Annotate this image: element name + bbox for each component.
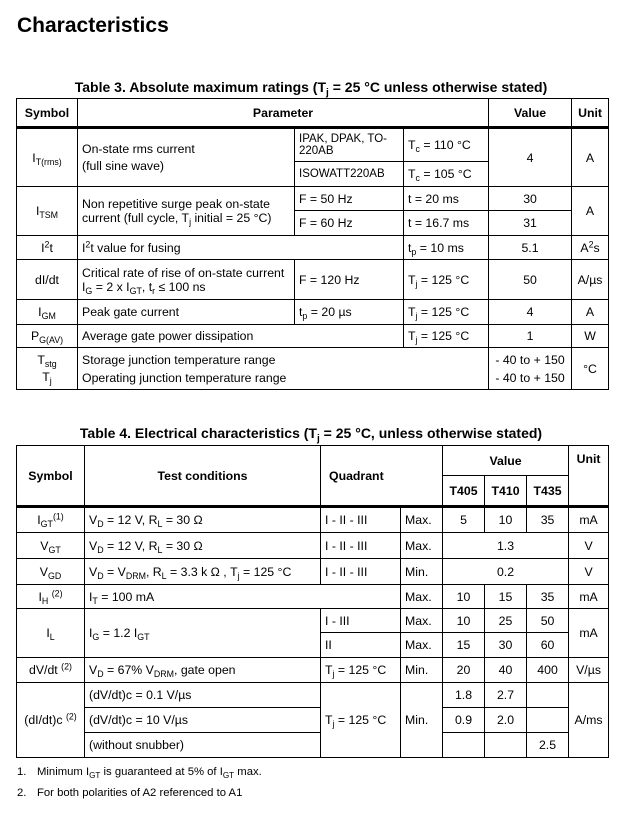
cond-didtc-2: (dV/dt)c = 10 V/µs bbox=[85, 708, 321, 733]
table-row bbox=[17, 187, 609, 211]
lim-vgt: Max. bbox=[401, 533, 443, 559]
col-value: Value bbox=[443, 446, 569, 476]
value-itsm-31: 31 bbox=[489, 211, 572, 236]
param-pgav: Average gate power dissipation bbox=[78, 325, 404, 348]
quad-igt: I - II - III bbox=[321, 507, 401, 533]
symbol-vgt: $V_{GT}$ bbox=[17, 533, 85, 559]
value-igt-t410: 10 bbox=[485, 507, 527, 533]
table-row bbox=[17, 683, 609, 708]
cond-didtc-3: (without snubber) bbox=[85, 733, 321, 758]
value-didtc-2-t405: 0.9 bbox=[443, 708, 485, 733]
param-it-rms: On-state rms current (full sine wave) bbox=[78, 128, 295, 187]
table-absolute-maximum-ratings bbox=[16, 98, 609, 390]
symbol-igt: $I_{GT}^{(1)}$ bbox=[17, 507, 85, 533]
cond-tc-105: $T_c = 105$ °C bbox=[404, 162, 489, 187]
symbol-didt: dI/dt bbox=[17, 260, 78, 300]
value-temp: - 40 to + 150 - 40 to + 150 bbox=[489, 348, 572, 390]
table-electrical-characteristics bbox=[16, 445, 609, 758]
value-didtc-1-t405: 1.8 bbox=[443, 683, 485, 708]
param-itsm: Non repetitive surge peak on-state current (full cycle, $T_j$ initial = 25 °C) bbox=[78, 187, 295, 236]
freq-120: F = 120 Hz bbox=[295, 260, 404, 300]
cond-tc-110: $T_c = 110$ °C bbox=[404, 128, 489, 162]
table-row bbox=[17, 585, 609, 609]
value-il-2-t435: 60 bbox=[527, 633, 569, 658]
value-dvdt-t410: 40 bbox=[485, 658, 527, 683]
cond-tp-10: $t_p = 10$ ms bbox=[404, 236, 489, 260]
table-row bbox=[17, 658, 609, 683]
value-pgav: 1 bbox=[489, 325, 572, 348]
footnote-2: 2. For both polarities of A2 referenced to A1 bbox=[17, 787, 243, 799]
unit-didtc: A/ms bbox=[569, 683, 609, 758]
col-quadrant: Quadrant bbox=[321, 446, 443, 507]
value-it-rms: 4 bbox=[489, 128, 572, 187]
col-unit: Unit bbox=[572, 99, 609, 128]
value-didtc-3-t435: 2.5 bbox=[527, 733, 569, 758]
col-t405: T405 bbox=[443, 476, 485, 507]
unit-temp: °C bbox=[572, 348, 609, 390]
cond-il: $I_G = 1.2$ $I_{GT}$ bbox=[85, 609, 321, 658]
unit-i2t: $A^2s$ bbox=[572, 236, 609, 260]
t-16-7ms: t = 16.7 ms bbox=[404, 211, 489, 236]
value-vgd: 0.2 bbox=[443, 559, 569, 585]
col-parameter: Parameter bbox=[78, 99, 489, 128]
freq-60: F = 60 Hz bbox=[295, 211, 404, 236]
table-row bbox=[17, 348, 609, 390]
unit-igm: A bbox=[572, 300, 609, 325]
value-igt-t435: 35 bbox=[527, 507, 569, 533]
quad-vgt: I - II - III bbox=[321, 533, 401, 559]
cond-didt-tj: $T_j = 125$ °C bbox=[404, 260, 489, 300]
cond-pgav-tj: $T_j = 125$ °C bbox=[404, 325, 489, 348]
lim-il-1: Max. bbox=[401, 609, 443, 633]
cond-ih: $I_T = 100$ mA bbox=[85, 585, 401, 609]
symbol-ih: $I_H$ $^{(2)}$ bbox=[17, 585, 85, 609]
symbol-didtc: (dI/dt)c $^{(2)}$ bbox=[17, 683, 85, 758]
lim-igt: Max. bbox=[401, 507, 443, 533]
quad-il-2: II bbox=[321, 633, 401, 658]
symbol-itsm: $I_{TSM}$ bbox=[17, 187, 78, 236]
unit-vgd: V bbox=[569, 559, 609, 585]
page-title: Characteristics bbox=[17, 14, 169, 37]
footnote-1: 1. Minimum $I_{GT}$ is guaranteed at 5% of $I_{GT}$ max. bbox=[17, 766, 262, 780]
value-il-1-t410: 25 bbox=[485, 609, 527, 633]
param-didt: Critical rate of rise of on-state current $I_G = 2$ x $I_{GT}$, $t_r \le 100$ ns bbox=[78, 260, 295, 300]
unit-it-rms: A bbox=[572, 128, 609, 187]
cond-dvdt: $V_D = 67\%$ $V_{DRM}$, gate open bbox=[85, 658, 321, 683]
unit-il: mA bbox=[569, 609, 609, 658]
value-dvdt-t405: 20 bbox=[443, 658, 485, 683]
value-igt-t405: 5 bbox=[443, 507, 485, 533]
value-igm: 4 bbox=[489, 300, 572, 325]
table-row bbox=[17, 128, 609, 162]
symbol-pgav: $P_{G(AV)}$ bbox=[17, 325, 78, 348]
lim-ih: Max. bbox=[401, 585, 443, 609]
symbol-it-rms: $I_{T(rms)}$ bbox=[17, 128, 78, 187]
table-row bbox=[17, 559, 609, 585]
cond-igm-tj: $T_j = 125$ °C bbox=[404, 300, 489, 325]
value-ih-t405: 10 bbox=[443, 585, 485, 609]
cond-tp-20: $t_p = 20$ µs bbox=[295, 300, 404, 325]
value-didtc-3-t410 bbox=[485, 733, 527, 758]
value-didtc-1-t435 bbox=[527, 683, 569, 708]
unit-igt: mA bbox=[569, 507, 609, 533]
col-value: Value bbox=[489, 99, 572, 128]
quad-dvdt: $T_j = 125$ °C bbox=[321, 658, 401, 683]
lim-didtc: Min. bbox=[401, 683, 443, 758]
param-temp: Storage junction temperature range Operating junction temperature range bbox=[78, 348, 489, 390]
symbol-il: $I_L$ bbox=[17, 609, 85, 658]
unit-pgav: W bbox=[572, 325, 609, 348]
value-il-2-t405: 15 bbox=[443, 633, 485, 658]
unit-dvdt: V/µs bbox=[569, 658, 609, 683]
col-unit: Unit bbox=[569, 446, 609, 507]
col-symbol: Symbol bbox=[17, 446, 85, 507]
table-row bbox=[17, 533, 609, 559]
quad-il-1: I - III bbox=[321, 609, 401, 633]
quad-didtc: $T_j = 125$ °C bbox=[321, 683, 401, 758]
pkg-ipak: IPAK, DPAK, TO-220AB bbox=[295, 128, 404, 162]
param-i2t: $I^2t$ value for fusing bbox=[78, 236, 404, 260]
table-row bbox=[17, 260, 609, 300]
table-row bbox=[17, 325, 609, 348]
value-didtc-1-t410: 2.7 bbox=[485, 683, 527, 708]
value-dvdt-t435: 400 bbox=[527, 658, 569, 683]
table-row bbox=[17, 733, 609, 758]
symbol-vgd: $V_{GD}$ bbox=[17, 559, 85, 585]
param-igm: Peak gate current bbox=[78, 300, 295, 325]
value-didt: 50 bbox=[489, 260, 572, 300]
value-didtc-2-t410: 2.0 bbox=[485, 708, 527, 733]
col-symbol: Symbol bbox=[17, 99, 78, 128]
value-didtc-3-t405 bbox=[443, 733, 485, 758]
col-test-conditions: Test conditions bbox=[85, 446, 321, 507]
lim-dvdt: Min. bbox=[401, 658, 443, 683]
table-row bbox=[17, 507, 609, 533]
symbol-i2t: $I^2t$ bbox=[17, 236, 78, 260]
value-vgt: 1.3 bbox=[443, 533, 569, 559]
unit-vgt: V bbox=[569, 533, 609, 559]
pkg-isowatt: ISOWATT220AB bbox=[295, 162, 404, 187]
value-il-1-t435: 50 bbox=[527, 609, 569, 633]
table3-caption: Table 3. Absolute maximum ratings ($T_j = 25$ °C unless otherwise stated) bbox=[74, 79, 548, 99]
value-didtc-2-t435 bbox=[527, 708, 569, 733]
unit-didt: A/µs bbox=[572, 260, 609, 300]
lim-il-2: Max. bbox=[401, 633, 443, 658]
table-row bbox=[17, 708, 609, 733]
table-row bbox=[17, 609, 609, 633]
cond-igt: $V_D = 12$ V, $R_L = 30$ Ω bbox=[85, 507, 321, 533]
table-row bbox=[17, 300, 609, 325]
col-t435: T435 bbox=[527, 476, 569, 507]
t-20ms: t = 20 ms bbox=[404, 187, 489, 211]
value-ih-t435: 35 bbox=[527, 585, 569, 609]
symbol-dvdt: dV/dt $^{(2)}$ bbox=[17, 658, 85, 683]
unit-ih: mA bbox=[569, 585, 609, 609]
cond-didtc-1: (dV/dt)c = 0.1 V/µs bbox=[85, 683, 321, 708]
table4-caption: Table 4. Electrical characteristics ($T_j = 25$ °C, unless otherwise stated) bbox=[79, 425, 543, 445]
value-il-2-t410: 30 bbox=[485, 633, 527, 658]
value-i2t: 5.1 bbox=[489, 236, 572, 260]
lim-vgd: Min. bbox=[401, 559, 443, 585]
unit-itsm: A bbox=[572, 187, 609, 236]
symbol-temp: $T_{stg}$ $T_j$ bbox=[17, 348, 78, 390]
quad-vgd: I - II - III bbox=[321, 559, 401, 585]
symbol-igm: $I_{GM}$ bbox=[17, 300, 78, 325]
cond-vgd: $V_D = V_{DRM}$, $R_L = 3.3$ k Ω , $T_j = 125$ °C bbox=[85, 559, 321, 585]
value-ih-t410: 15 bbox=[485, 585, 527, 609]
value-il-1-t405: 10 bbox=[443, 609, 485, 633]
cond-vgt: $V_D = 12$ V, $R_L = 30$ Ω bbox=[85, 533, 321, 559]
col-t410: T410 bbox=[485, 476, 527, 507]
value-itsm-30: 30 bbox=[489, 187, 572, 211]
table-row bbox=[17, 236, 609, 260]
freq-50: F = 50 Hz bbox=[295, 187, 404, 211]
